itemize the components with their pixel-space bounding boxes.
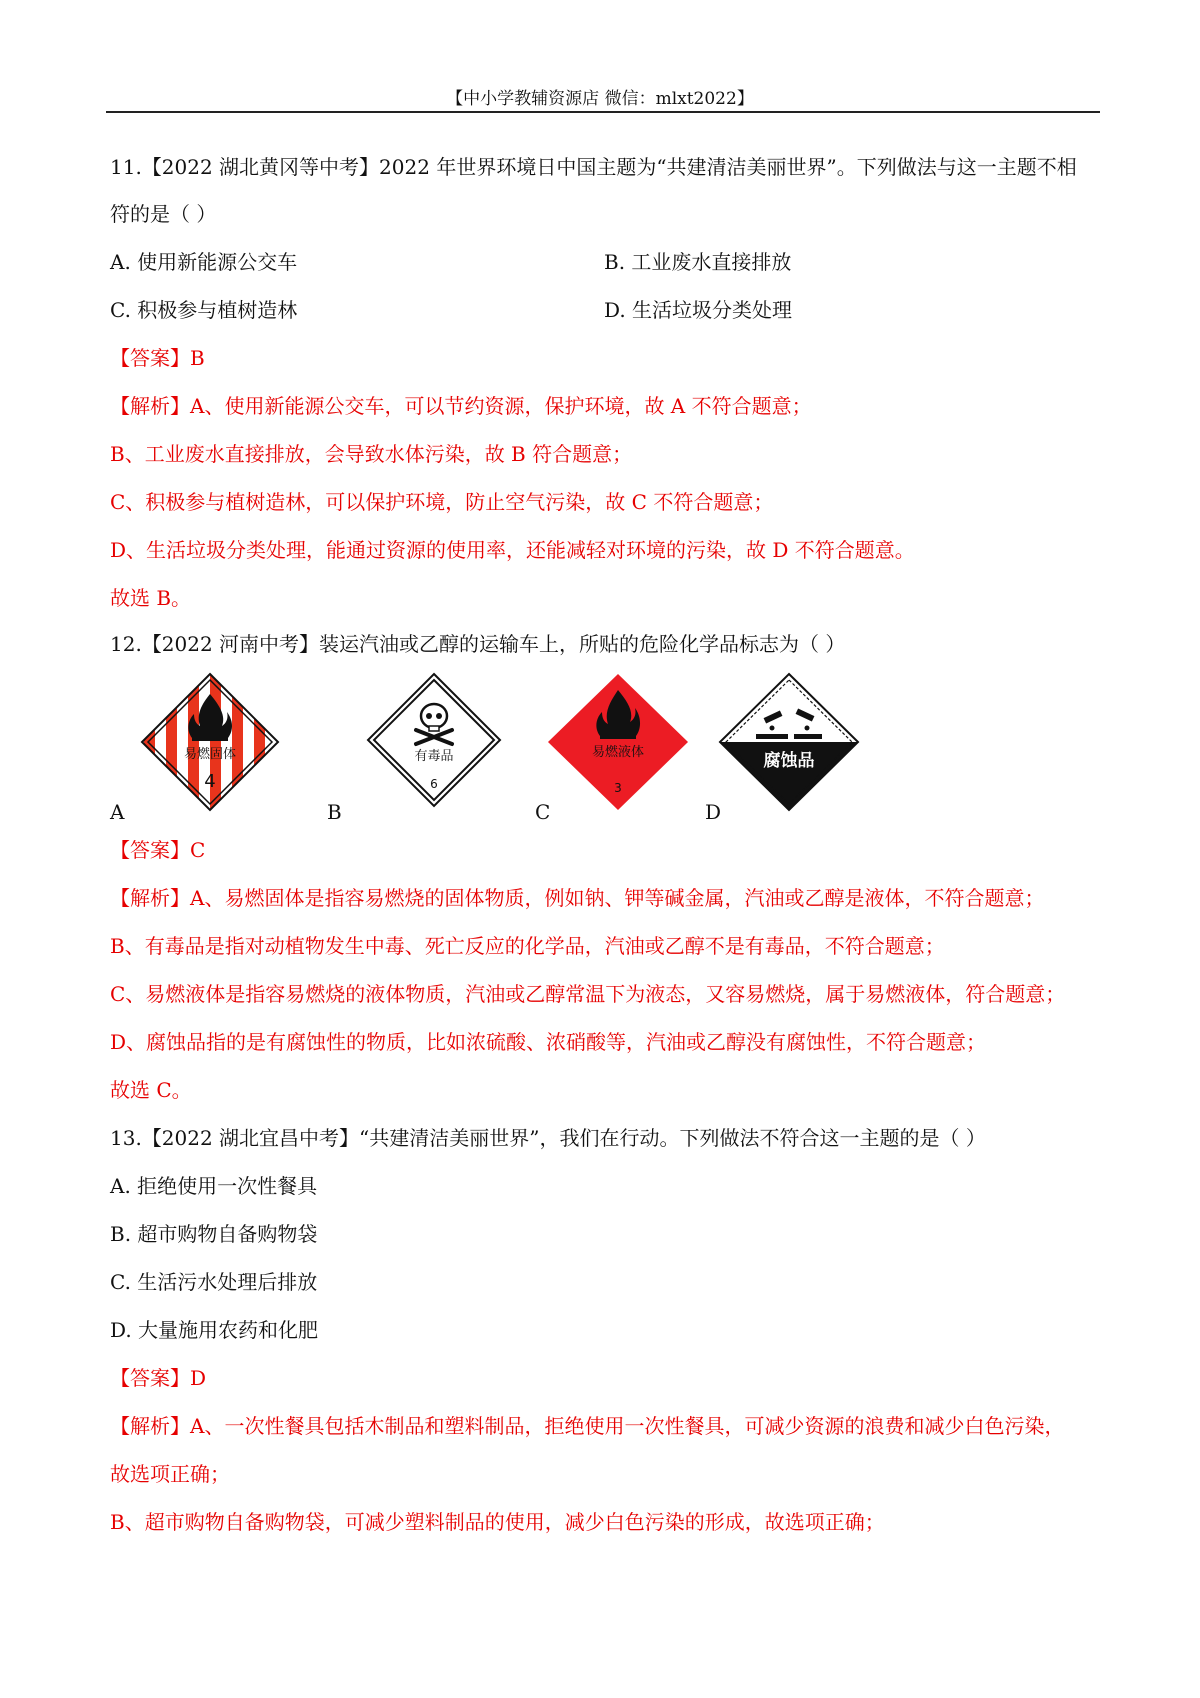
q11-analysis-3: C、积极参与植树造林，可以保护环境，防止空气污染，故 C 不符合题意； <box>110 490 774 514</box>
q11-option-c: C. 积极参与植树造林 <box>110 298 298 322</box>
sign-d-label: D <box>705 800 722 824</box>
sign-b-text: 有毒品 <box>414 749 454 764</box>
sign-c-text: 易燃液体 <box>591 745 645 760</box>
q13-option-d: D. 大量施用农药和化肥 <box>110 1318 319 1342</box>
q13-option-c: C. 生活污水处理后排放 <box>110 1270 318 1294</box>
q12-analysis-4: D、腐蚀品指的是有腐蚀性的物质，比如浓硫酸、浓硝酸等，汽油或乙醇没有腐蚀性，不符合题意； <box>110 1030 987 1054</box>
sign-c-label: C <box>535 800 551 824</box>
q11-analysis-1: 【解析】A、使用新能源公交车，可以节约资源，保护环境，故 A 不符合题意； <box>110 394 812 418</box>
sign-a-number: 4 <box>204 771 216 792</box>
q11-answer: 【答案】B <box>110 346 205 370</box>
q13-answer: 【答案】D <box>110 1366 207 1390</box>
q13-option-a: A. 拒绝使用一次性餐具 <box>110 1174 318 1198</box>
flammable-solid-sign <box>140 672 280 812</box>
q11-option-b: B. 工业废水直接排放 <box>604 250 792 274</box>
q12-analysis-3: C、易燃液体是指容易燃烧的液体物质，汽油或乙醇常温下为液态，又容易燃烧，属于易燃液体，符合题意； <box>110 982 1066 1006</box>
q13-stem: 13.【2022 湖北宜昌中考】“共建清洁美丽世界”，我们在行动。下列做法不符合这一主题的是（ ） <box>110 1126 986 1150</box>
corrosive-sign <box>718 672 860 812</box>
sign-b-number: 6 <box>430 777 438 791</box>
sign-c-number: 3 <box>614 781 622 795</box>
sign-d-text: 腐蚀品 <box>763 751 815 771</box>
q13-option-b: B. 超市购物自备购物袋 <box>110 1222 318 1246</box>
q11-analysis-2: B、工业废水直接排放，会导致水体污染，故 B 符合题意； <box>110 442 633 466</box>
q12-analysis-2: B、有毒品是指对动植物发生中毒、死亡反应的化学品，汽油或乙醇不是有毒品，不符合题意； <box>110 934 945 958</box>
q11-conclusion: 故选 B。 <box>110 586 192 610</box>
flammable-liquid-sign <box>546 672 690 812</box>
sign-a-label: A <box>110 800 125 824</box>
q12-conclusion: 故选 C。 <box>110 1078 192 1102</box>
q13-analysis-1: 【解析】A、一次性餐具包括木制品和塑料制品，拒绝使用一次性餐具，可减少资源的浪费和减少白色污染， <box>110 1414 1065 1438</box>
q12-analysis-1: 【解析】A、易燃固体是指容易燃烧的固体物质，例如钠、钾等碱金属，汽油或乙醇是液体，不符合题意； <box>110 886 1045 910</box>
header-rule <box>106 111 1100 113</box>
q11-stem-line2: 符的是（ ） <box>110 202 217 226</box>
toxic-sign <box>366 672 502 808</box>
page-header: 【中小学教辅资源店 微信：mlxt2022】 <box>446 89 754 109</box>
q11-option-a: A. 使用新能源公交车 <box>110 250 298 274</box>
q13-analysis-2: 故选项正确； <box>110 1462 230 1486</box>
q11-stem-line1: 11.【2022 湖北黄冈等中考】2022 年世界环境日中国主题为“共建清洁美丽世界”。下列做法与这一主题不相 <box>110 155 1077 179</box>
q11-option-d: D. 生活垃圾分类处理 <box>604 298 793 322</box>
q13-analysis-3: B、超市购物自备购物袋，可减少塑料制品的使用，减少白色污染的形成，故选项正确； <box>110 1510 885 1534</box>
q12-answer: 【答案】C <box>110 838 206 862</box>
q11-analysis-4: D、生活垃圾分类处理，能通过资源的使用率，还能减轻对环境的污染，故 D 不符合题意。 <box>110 538 915 562</box>
sign-b-label: B <box>327 800 342 824</box>
q12-stem: 12.【2022 河南中考】装运汽油或乙醇的运输车上，所贴的危险化学品标志为（ ） <box>110 632 846 656</box>
sign-a-text: 易燃固体 <box>183 747 237 762</box>
